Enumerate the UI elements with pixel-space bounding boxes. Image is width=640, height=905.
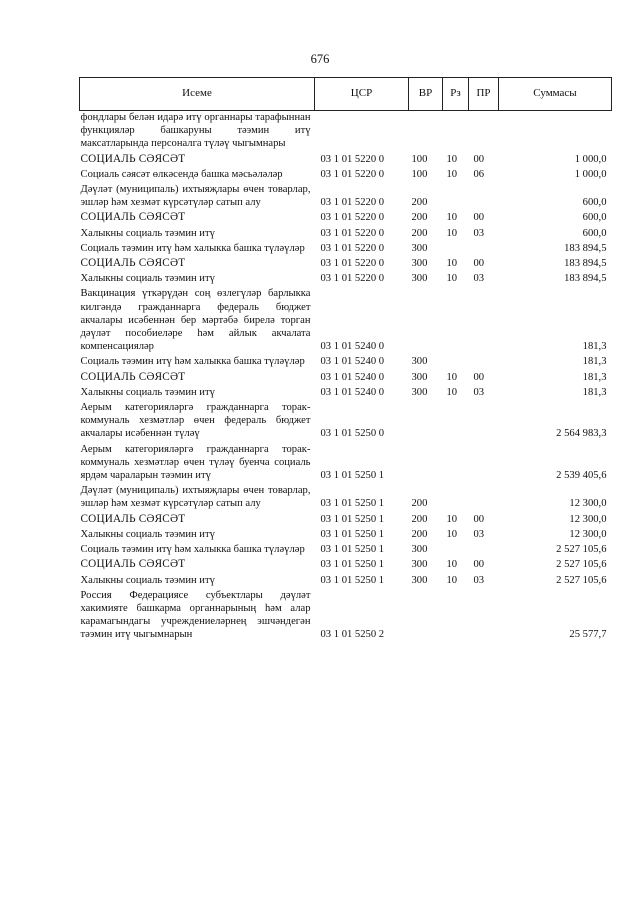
table-row — [80, 371, 612, 386]
cell-pr: 03 — [473, 574, 485, 586]
cell-vr — [409, 111, 443, 153]
cell-csr: 03 1 01 5220 0 — [320, 227, 385, 239]
cell-rz: 10 — [446, 574, 458, 586]
table-row — [80, 257, 612, 272]
cell-csr: 03 1 01 5240 0 — [320, 341, 385, 353]
cell-sum: 25 577,7 — [569, 629, 607, 641]
cell-csr: 03 1 01 5250 1 — [320, 498, 385, 510]
header-name: Исеме — [80, 78, 315, 111]
cell-vr: 200 — [411, 498, 428, 510]
table-row — [80, 443, 612, 485]
table-row — [80, 227, 612, 242]
table-row — [80, 574, 612, 589]
cell-vr: 300 — [411, 356, 428, 368]
header-csr: ЦСР — [315, 78, 409, 111]
cell-pr: 03 — [473, 273, 485, 285]
cell-rz — [443, 401, 469, 443]
cell-rz — [443, 183, 469, 211]
cell-vr: 100 — [411, 168, 428, 180]
table-row — [80, 543, 612, 558]
cell-sum: 1 000,0 — [574, 153, 607, 165]
cell-name: СОЦИАЛЬ СӘЯСӘТ — [80, 558, 186, 571]
budget-table — [79, 77, 612, 644]
table-row — [80, 528, 612, 543]
cell-rz: 10 — [446, 212, 458, 224]
cell-sum: 600,0 — [582, 197, 607, 209]
cell-pr: 03 — [473, 227, 485, 239]
cell-csr: 03 1 01 5250 1 — [320, 470, 385, 482]
cell-rz: 10 — [446, 153, 458, 165]
table-row — [80, 558, 612, 573]
cell-sum: 600,0 — [582, 212, 607, 224]
cell-vr: 200 — [411, 513, 428, 525]
cell-name: СОЦИАЛЬ СӘЯСӘТ — [80, 152, 186, 165]
cell-name: Социаль сәясәт өлкәсендә башка мәсьәләләр — [80, 168, 283, 180]
cell-pr — [469, 401, 499, 443]
cell-vr — [409, 401, 443, 443]
cell-vr: 300 — [411, 386, 428, 398]
cell-vr — [409, 287, 443, 355]
cell-vr: 200 — [411, 227, 428, 239]
cell-name: Халыкны социаль тәэмин итү — [80, 227, 215, 239]
cell-rz — [443, 111, 469, 153]
cell-pr — [469, 111, 499, 153]
cell-pr — [469, 355, 499, 370]
cell-vr — [409, 443, 443, 485]
cell-vr: 300 — [411, 258, 428, 270]
cell-sum — [499, 111, 612, 153]
cell-csr: 03 1 01 5250 1 — [320, 544, 385, 556]
cell-sum: 181,3 — [582, 371, 607, 383]
cell-sum: 181,3 — [582, 356, 607, 368]
cell-rz: 10 — [446, 559, 458, 571]
cell-rz — [443, 543, 469, 558]
table-body — [80, 111, 612, 644]
table-row — [80, 211, 612, 226]
header-rz: Рз — [443, 78, 469, 111]
table-row — [80, 153, 612, 168]
cell-name: Халыкны социаль тәэмин итү — [80, 273, 215, 285]
cell-vr: 300 — [411, 559, 428, 571]
cell-pr: 03 — [473, 386, 485, 398]
cell-rz — [443, 443, 469, 485]
table-row — [80, 272, 612, 287]
cell-pr: 00 — [473, 258, 485, 270]
cell-name: Россия Федерациясе субъектлары дәүләт хакимияте башкарма органнарының һәм алар карамагындагы учреждениеләрнең эшчәндегән тәэмин итү чыгымнарын — [80, 589, 311, 641]
cell-pr — [469, 443, 499, 485]
cell-csr: 03 1 01 5250 1 — [320, 513, 385, 525]
cell-rz: 10 — [446, 528, 458, 540]
cell-csr — [315, 111, 409, 153]
header-pr: ПР — [469, 78, 499, 111]
cell-pr: 00 — [473, 212, 485, 224]
cell-rz — [443, 287, 469, 355]
header-sum: Суммасы — [499, 78, 612, 111]
table-row — [80, 168, 612, 183]
cell-name: Дәүләт (муниципаль) ихтыяҗлары өчен товарлар, эшләр һәм хезмәт күрсәтүләр сатып алу — [80, 184, 311, 209]
cell-name: Халыкны социаль тәэмин итү — [80, 528, 215, 540]
table-row — [80, 513, 612, 528]
cell-vr: 300 — [411, 371, 428, 383]
cell-name: Халыкны социаль тәэмин итү — [80, 386, 215, 398]
cell-sum: 12 300,0 — [569, 498, 607, 510]
cell-pr: 03 — [473, 528, 485, 540]
cell-sum: 2 527 105,6 — [556, 574, 607, 586]
cell-csr: 03 1 01 5220 0 — [320, 212, 385, 224]
cell-csr: 03 1 01 5240 0 — [320, 371, 385, 383]
cell-pr — [469, 484, 499, 512]
table-row — [80, 242, 612, 257]
cell-sum: 600,0 — [582, 227, 607, 239]
cell-rz: 10 — [446, 168, 458, 180]
cell-name: СОЦИАЛЬ СӘЯСӘТ — [80, 370, 186, 383]
cell-sum: 181,3 — [582, 341, 607, 353]
cell-rz: 10 — [446, 258, 458, 270]
table-row — [80, 355, 612, 370]
cell-vr: 300 — [411, 544, 428, 556]
table-row — [80, 386, 612, 401]
cell-csr: 03 1 01 5250 0 — [320, 428, 385, 440]
cell-name: СОЦИАЛЬ СӘЯСӘТ — [80, 512, 186, 525]
cell-pr — [469, 589, 499, 644]
cell-vr: 300 — [411, 242, 428, 254]
cell-name: Социаль тәэмин итү һәм халыкка башка түләүләр — [80, 544, 305, 556]
cell-sum: 181,3 — [582, 386, 607, 398]
cell-vr: 200 — [411, 197, 428, 209]
cell-sum: 183 894,5 — [564, 258, 607, 270]
table-row — [80, 484, 612, 512]
cell-name: СОЦИАЛЬ СӘЯСӘТ — [80, 257, 186, 270]
cell-rz — [443, 589, 469, 644]
cell-csr: 03 1 01 5220 0 — [320, 273, 385, 285]
cell-sum: 12 300,0 — [569, 528, 607, 540]
cell-csr: 03 1 01 5250 1 — [320, 574, 385, 586]
cell-name: СОЦИАЛЬ СӘЯСӘТ — [80, 211, 186, 224]
cell-sum: 2 539 405,6 — [556, 470, 607, 482]
cell-vr: 200 — [411, 528, 428, 540]
table-row — [80, 183, 612, 211]
cell-csr: 03 1 01 5250 1 — [320, 559, 385, 571]
cell-rz — [443, 355, 469, 370]
cell-sum: 183 894,5 — [564, 242, 607, 254]
cell-csr: 03 1 01 5220 0 — [320, 168, 385, 180]
cell-rz — [443, 242, 469, 257]
cell-sum: 1 000,0 — [574, 168, 607, 180]
cell-name: Вакцинация үткәрүдән соң өзлегүләр барлыкка килгәндә гражданнарга федераль бюджет акчалары исәбеннән бер мәртәбә бирелә торган дәүләт пособиеләре һәм айлык акчалата компенсацияләр — [80, 288, 311, 353]
cell-csr: 03 1 01 5220 0 — [320, 197, 385, 209]
cell-pr: 00 — [473, 371, 485, 383]
cell-sum: 12 300,0 — [569, 513, 607, 525]
cell-name: Дәүләт (муниципаль) ихтыяҗлары өчен товарлар, эшләр һәм хезмәт күрсәтүләр сатып алу — [80, 485, 311, 510]
page-number: 676 — [310, 52, 330, 66]
cell-name: Халыкны социаль тәэмин итү — [80, 574, 215, 586]
cell-sum: 2 527 105,6 — [556, 544, 607, 556]
table-row — [80, 287, 612, 355]
cell-rz: 10 — [446, 513, 458, 525]
cell-vr — [409, 589, 443, 644]
table-row — [80, 589, 612, 644]
cell-csr: 03 1 01 5240 0 — [320, 356, 385, 368]
cell-sum: 2 527 105,6 — [556, 559, 607, 571]
cell-csr: 03 1 01 5250 1 — [320, 528, 385, 540]
cell-pr — [469, 287, 499, 355]
cell-csr: 03 1 01 5220 0 — [320, 258, 385, 270]
cell-rz: 10 — [446, 371, 458, 383]
cell-pr: 00 — [473, 513, 485, 525]
cell-csr: 03 1 01 5220 0 — [320, 153, 385, 165]
cell-vr: 200 — [411, 212, 428, 224]
cell-csr: 03 1 01 5250 2 — [320, 629, 385, 641]
cell-name: фондлары белән идарә итү органнары тарафыннан функцияләр башкаруны тәэмин итү максатларында персоналга түләү чыгымнары — [80, 112, 311, 150]
cell-vr: 300 — [411, 574, 428, 586]
cell-sum: 183 894,5 — [564, 273, 607, 285]
cell-sum: 2 564 983,3 — [556, 428, 607, 440]
table-row — [80, 111, 612, 153]
cell-pr: 00 — [473, 153, 485, 165]
cell-name: Социаль тәэмин итү һәм халыкка башка түләүләр — [80, 242, 305, 254]
cell-pr — [469, 543, 499, 558]
cell-pr: 06 — [473, 168, 485, 180]
cell-pr — [469, 242, 499, 257]
cell-rz: 10 — [446, 227, 458, 239]
cell-pr — [469, 183, 499, 211]
cell-rz: 10 — [446, 386, 458, 398]
cell-csr: 03 1 01 5240 0 — [320, 386, 385, 398]
cell-name: Аерым категорияләргә гражданнарга торак-коммуналь хезмәтләр өчен федераль бюджет акчалары исәбеннән түләү — [80, 402, 311, 440]
table-header-row — [80, 78, 612, 111]
header-vr: ВР — [409, 78, 443, 111]
cell-name: Аерым категорияләргә гражданнарга торак-коммуналь хезмәтләр өчен түләү буенча социаль ярдәм чараларын тәэмин итү — [80, 443, 311, 482]
table-row — [80, 401, 612, 443]
cell-pr: 00 — [473, 559, 485, 571]
cell-vr: 300 — [411, 273, 428, 285]
cell-name: Социаль тәэмин итү һәм халыкка башка түләүләр — [80, 356, 305, 368]
cell-rz: 10 — [446, 273, 458, 285]
cell-rz — [443, 484, 469, 512]
cell-vr: 100 — [411, 153, 428, 165]
cell-csr: 03 1 01 5220 0 — [320, 242, 385, 254]
